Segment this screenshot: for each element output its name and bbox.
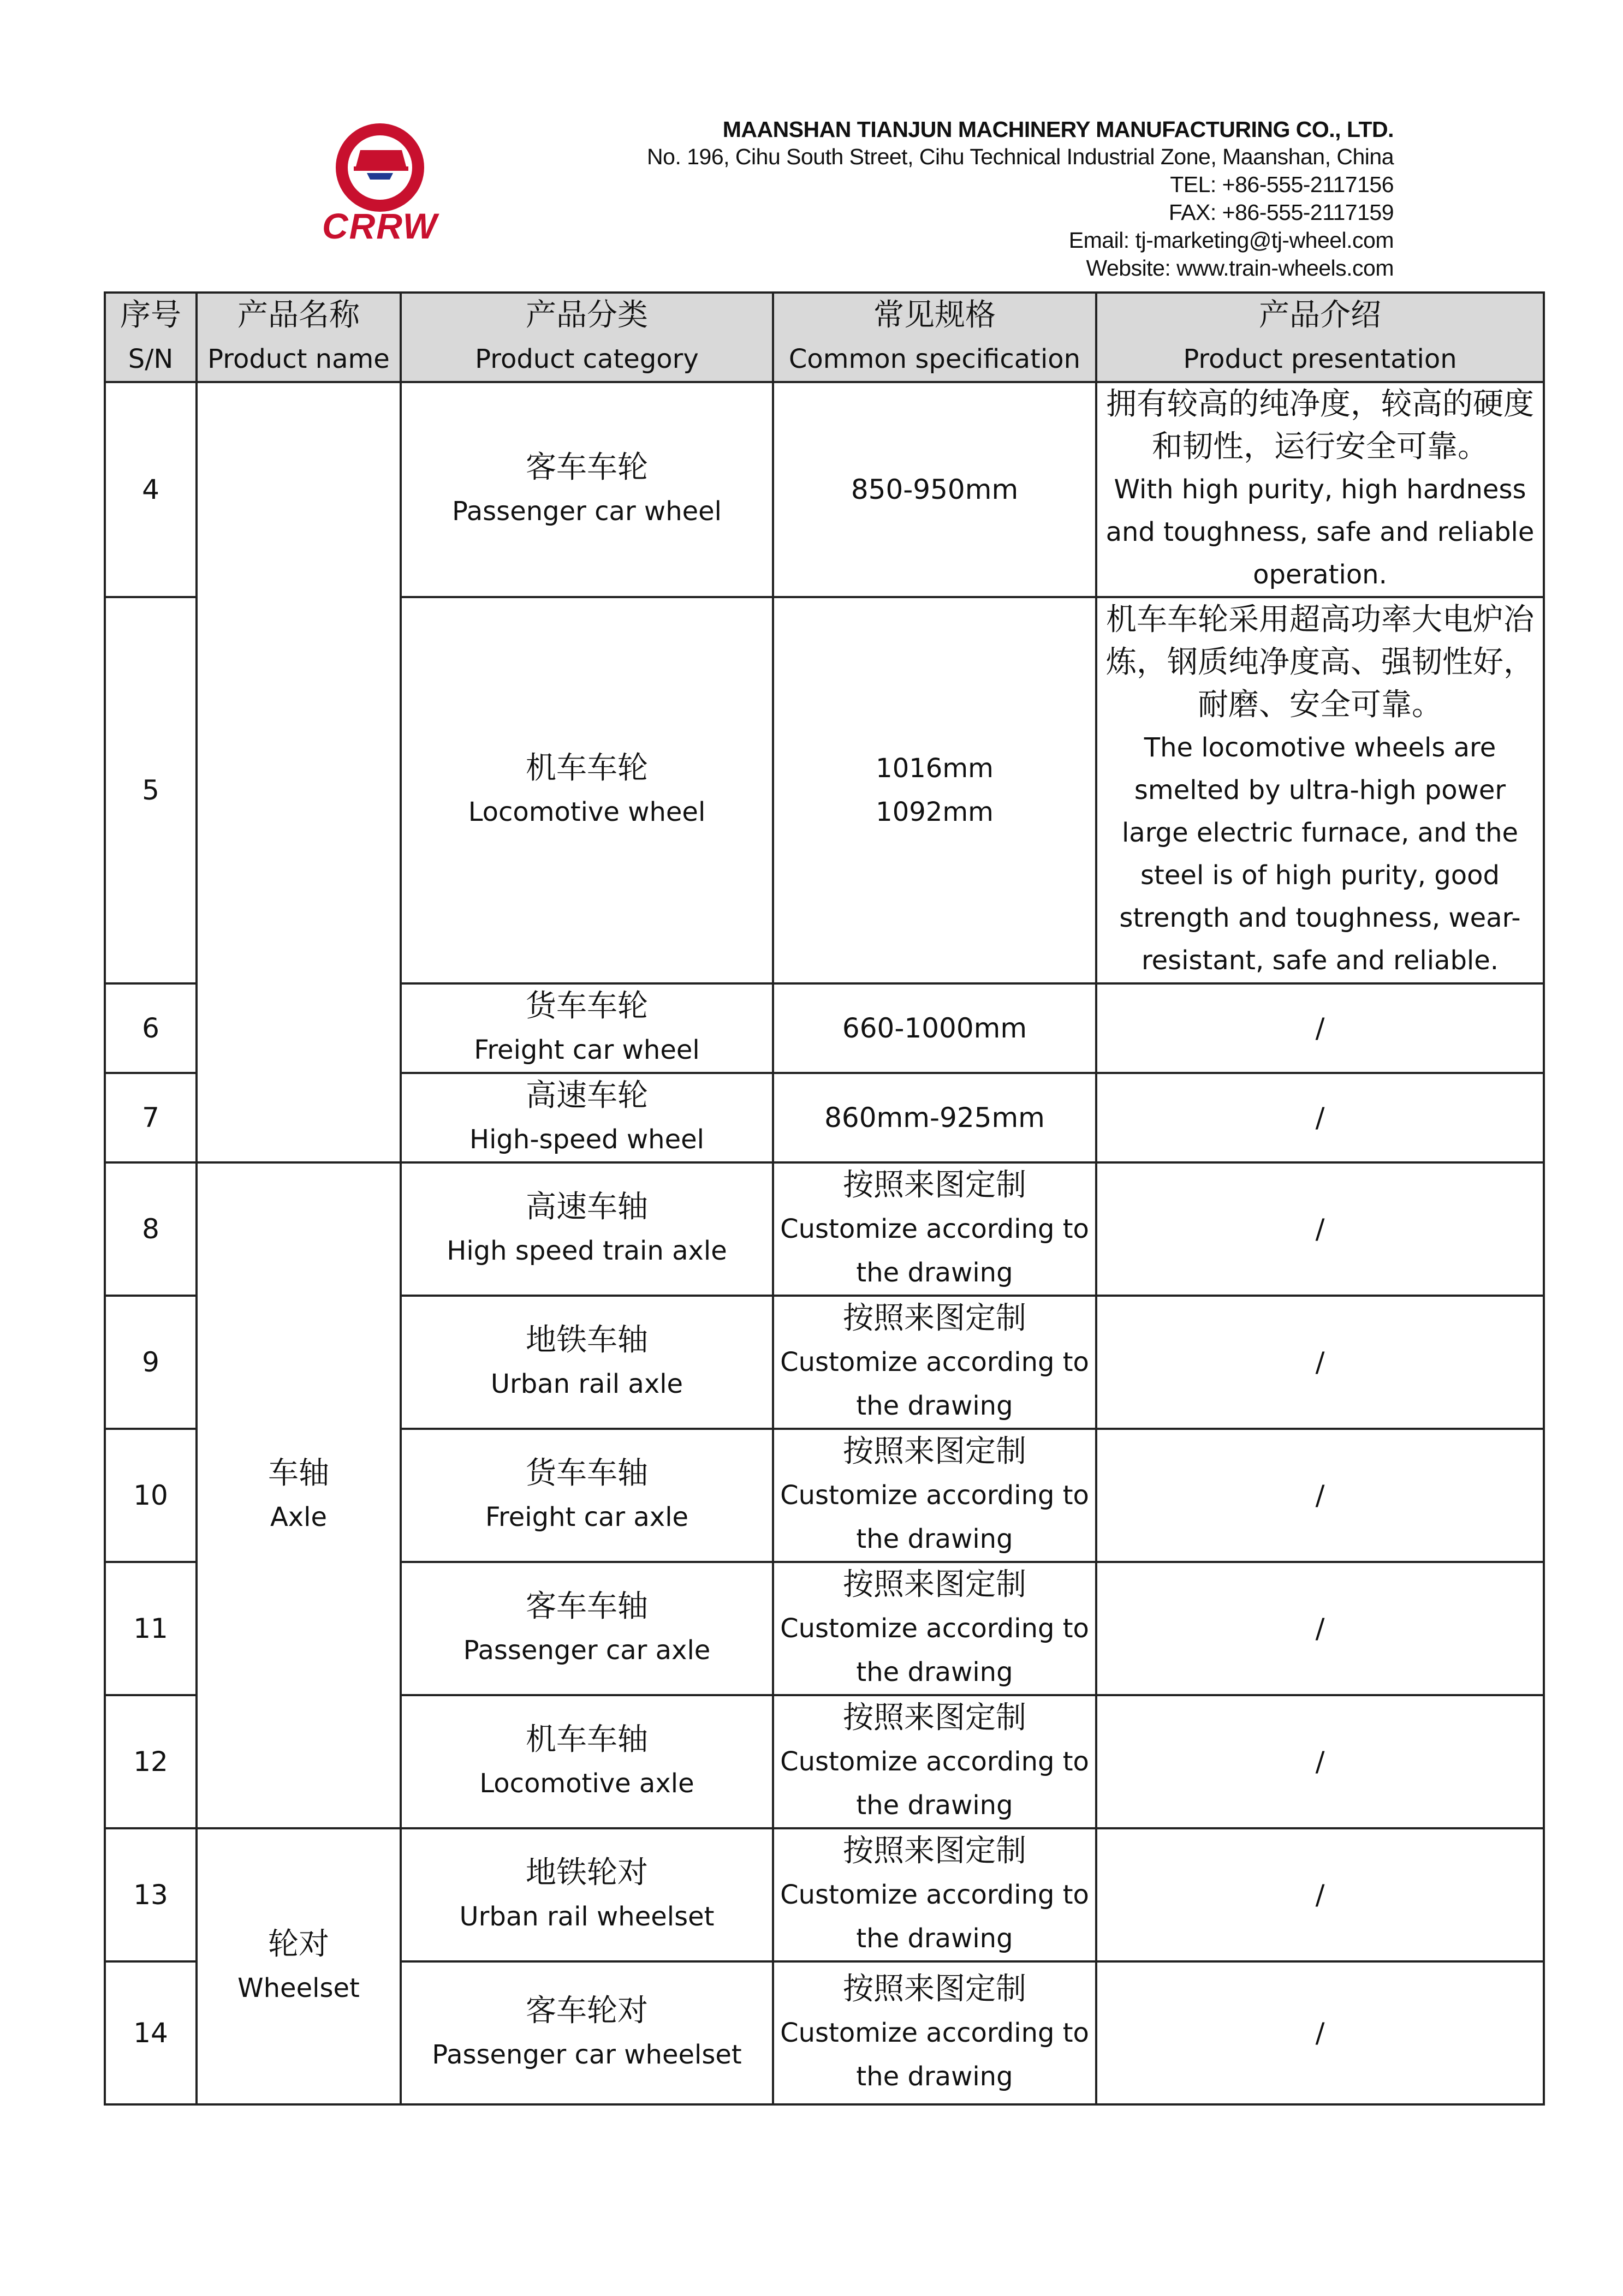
table-row: [105, 1828, 1544, 1961]
company-website: Website: www.train-wheels.com: [1086, 255, 1394, 281]
product-table: [104, 291, 1545, 2106]
intro-cell: /: [1096, 1695, 1544, 1828]
category-cell: 地铁轮对 Urban rail wheelset: [401, 1828, 773, 1961]
intro-cell: /: [1096, 1296, 1544, 1429]
sn-cell: 14: [105, 1961, 197, 2104]
product-name-cell: [197, 382, 401, 1162]
intro-cell: 拥有较高的纯净度，较高的硬度和韧性，运行安全可靠。 With high purity, high hardness and toughness, safe and reliable operation.: [1096, 382, 1544, 597]
column-header: 产品名称 Product name: [197, 293, 401, 382]
intro-cell: 机车车轮采用超高功率大电炉冶炼，钢质纯净度高、强韧性好，耐磨、安全可靠。 The locomotive wheels are smelted by ultra-high power large electric furnace, and the steel is of high purity, good strength and toughness, wear-resistant, safe and reliable.: [1096, 597, 1544, 983]
category-cell: 机车车轮 Locomotive wheel: [401, 597, 773, 983]
category-cell: 客车轮对 Passenger car wheelset: [401, 1961, 773, 2104]
sn-cell: 5: [105, 597, 197, 983]
category-cell: 货车车轮 Freight car wheel: [401, 983, 773, 1073]
column-header: 产品分类 Product category: [401, 293, 773, 382]
sn-cell: 7: [105, 1073, 197, 1162]
intro-cell: /: [1096, 1162, 1544, 1296]
company-fax: FAX: +86-555-2117159: [1168, 200, 1394, 225]
category-cell: 高速车轮 High-speed wheel: [401, 1073, 773, 1162]
sn-cell: 13: [105, 1828, 197, 1961]
category-cell: 客车车轮 Passenger car wheel: [401, 382, 773, 597]
logo-text: CRRW: [322, 206, 438, 246]
sn-cell: 9: [105, 1296, 197, 1429]
spec-cell: 按照来图定制 Customize according to the drawing: [773, 1296, 1096, 1429]
column-header: 产品介绍 Product presentation: [1096, 293, 1544, 382]
table-row: [105, 1162, 1544, 1296]
crrw-logo: [295, 112, 469, 257]
column-header: 序号 S/N: [105, 293, 197, 382]
spec-cell: 按照来图定制 Customize according to the drawing: [773, 1961, 1096, 2104]
sn-cell: 8: [105, 1162, 197, 1296]
intro-cell: /: [1096, 983, 1544, 1073]
category-cell: 客车车轴 Passenger car axle: [401, 1562, 773, 1695]
sn-cell: 12: [105, 1695, 197, 1828]
sn-cell: 6: [105, 983, 197, 1073]
sn-cell: 11: [105, 1562, 197, 1695]
intro-cell: /: [1096, 1562, 1544, 1695]
intro-cell: /: [1096, 1429, 1544, 1562]
spec-cell: 按照来图定制 Customize according to the drawing: [773, 1562, 1096, 1695]
table-row: [105, 382, 1544, 597]
intro-cell: /: [1096, 1961, 1544, 2104]
category-cell: 机车车轴 Locomotive axle: [401, 1695, 773, 1828]
spec-cell: 1016mm 1092mm: [773, 597, 1096, 983]
company-email: Email: tj-marketing@tj-wheel.com: [1068, 228, 1394, 253]
spec-cell: 按照来图定制 Customize according to the drawing: [773, 1162, 1096, 1296]
product-name-cell: 轮对 Wheelset: [197, 1828, 401, 2104]
company-name: MAANSHAN TIANJUN MACHINERY MANUFACTURING CO., LTD.: [722, 117, 1394, 142]
intro-cell: /: [1096, 1828, 1544, 1961]
category-cell: 高速车轴 High speed train axle: [401, 1162, 773, 1296]
intro-cell: /: [1096, 1073, 1544, 1162]
company-address: No. 196, Cihu South Street, Cihu Technical Industrial Zone, Maanshan, China: [647, 144, 1394, 169]
product-name-cell: 车轴 Axle: [197, 1162, 401, 1828]
category-cell: 地铁车轴 Urban rail axle: [401, 1296, 773, 1429]
table-header-row: [105, 293, 1544, 382]
spec-cell: 按照来图定制 Customize according to the drawing: [773, 1828, 1096, 1961]
spec-cell: 按照来图定制 Customize according to the drawing: [773, 1695, 1096, 1828]
spec-cell: 按照来图定制 Customize according to the drawing: [773, 1429, 1096, 1562]
sn-cell: 10: [105, 1429, 197, 1562]
company-tel: TEL: +86-555-2117156: [1170, 172, 1394, 197]
category-cell: 货车车轴 Freight car axle: [401, 1429, 773, 1562]
sn-cell: 4: [105, 382, 197, 597]
column-header: 常见规格 Common specification: [773, 293, 1096, 382]
spec-cell: 860mm-925mm: [773, 1073, 1096, 1162]
spec-cell: 850-950mm: [773, 382, 1096, 597]
company-info: [647, 116, 1394, 282]
spec-cell: 660-1000mm: [773, 983, 1096, 1073]
